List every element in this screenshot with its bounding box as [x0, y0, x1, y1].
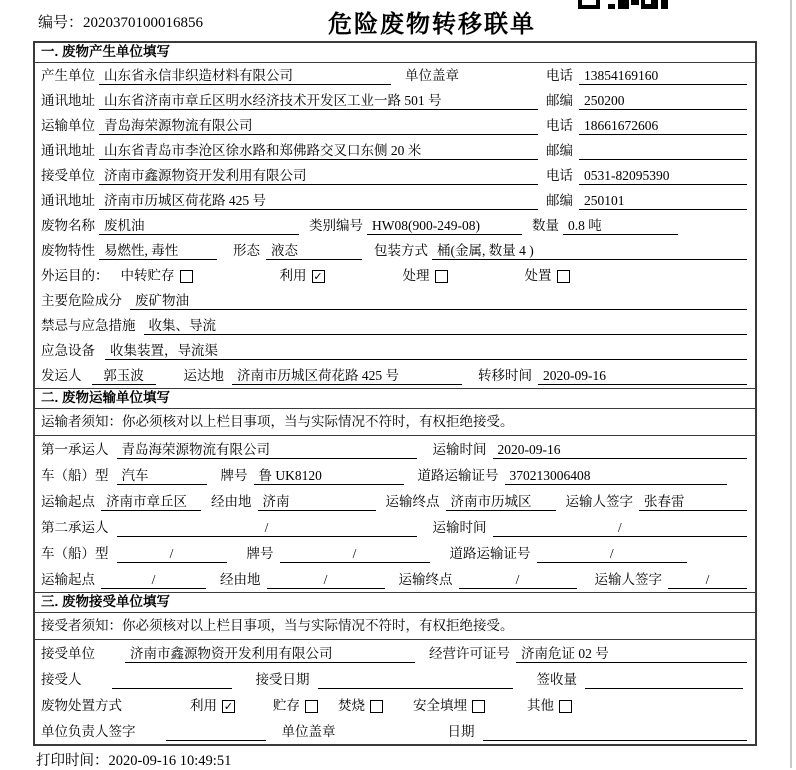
accepting-unit-label: 接受单位: [41, 646, 95, 661]
carrier-signature-label: 运输人签字: [565, 494, 633, 509]
route2-end-label: 运输终点: [398, 572, 453, 587]
receiver-unit-label: 接受单位: [41, 168, 95, 183]
row-waste-name: [35, 213, 755, 238]
page-title: 危险废物转移联单: [328, 11, 536, 38]
received-amount-label: 签收量: [536, 672, 577, 687]
disposal-storage-label: 贮存: [273, 698, 300, 713]
transfer-date-label: 转移时间: [478, 368, 532, 383]
plate-number2-value: /: [280, 545, 430, 563]
transporter-notice: 运输者须知：你必须核对以上栏目事项，当与实际情况不符时，有权拒绝接受。: [35, 409, 755, 436]
road-permit2-label: 道路运输证号: [449, 546, 531, 561]
row-transport-address: [35, 138, 755, 163]
disposal-option-utilize: [190, 697, 235, 715]
route2-origin-value: /: [101, 571, 206, 589]
row-vehicle-type: [35, 462, 755, 488]
row-responsible-signature: [35, 718, 755, 744]
page-edge-line: [790, 0, 792, 768]
accepting-unit-value: 济南市鑫源物资开发利用有限公司: [125, 645, 415, 663]
section-producer-header: 一. 废物产生单位填写: [35, 43, 755, 63]
row-hazard-components: [35, 288, 755, 313]
carrier2-signature-label: 运输人签字: [594, 572, 662, 587]
plate-number-label: 牌号: [220, 468, 248, 483]
vehicle-type2-value: /: [117, 545, 227, 563]
date-value: [483, 723, 748, 741]
waste-name-value: 废机油: [99, 217, 299, 235]
received-amount-value: [585, 671, 743, 689]
plate-number-value: 鲁 UK8120: [254, 467, 404, 485]
route-origin-label: 运输起点: [41, 494, 95, 509]
transport-phone-label: 电话: [546, 118, 573, 133]
packaging-label: 包装方式: [374, 243, 428, 258]
section-receiver-header: 三. 废物接受单位填写: [35, 592, 755, 613]
category-code-label: 类别编号: [309, 218, 363, 233]
transport-zip-label: 邮编: [546, 143, 573, 158]
purpose-option-dispose: [525, 267, 570, 285]
packaging-value: 桶(金属, 数量 4 ): [432, 242, 747, 260]
second-carrier-label: 第二承运人: [41, 520, 109, 535]
route2-end-value: /: [459, 571, 577, 589]
route-origin-value: 济南市章丘区: [101, 493, 201, 511]
print-time-value: 2020-09-16 10:49:51: [108, 753, 232, 769]
purpose-dispose-label: 处置: [524, 268, 552, 283]
receiver-zip-value: 250101: [579, 192, 747, 210]
disposal-option-storage: [273, 697, 318, 715]
route-via-value: 济南: [258, 493, 376, 511]
route2-origin-label: 运输起点: [41, 572, 95, 587]
first-carrier-label: 第一承运人: [41, 442, 109, 457]
row-receiver-unit: [35, 163, 755, 188]
route-end-value: 济南市历城区: [446, 493, 556, 511]
row-emergency-measures: [35, 313, 755, 338]
disposal-option-other: [527, 697, 572, 715]
road-permit-value: 370213006408: [505, 467, 728, 485]
emergency-measures-value: 收集、导流: [144, 317, 748, 335]
producer-unit-value: 山东省永信非织造材料有限公司: [99, 67, 391, 85]
road-permit2-value: /: [537, 545, 688, 563]
license-number-value: 济南危证 02 号: [516, 645, 747, 663]
purpose-option-treat: [403, 267, 448, 285]
carrier2-signature-value: /: [668, 571, 747, 589]
checkbox-disposal-utilize-checked: ✓: [223, 699, 234, 713]
transport-address-label: 通讯地址: [41, 143, 95, 158]
row-outbound-purpose: [35, 263, 755, 288]
transport-time2-label: 运输时间: [432, 520, 487, 535]
receiver-address-value: 济南市历城区荷花路 425 号: [99, 192, 538, 210]
destination-label: 运达地: [183, 368, 224, 383]
row-producer-address: [35, 88, 755, 113]
road-permit-label: 道路运输证号: [417, 468, 499, 483]
checkbox-utilize-checked: ✓: [313, 269, 323, 283]
row-second-carrier: [35, 514, 755, 540]
receiver-address-label: 通讯地址: [41, 193, 95, 208]
transport-time2-value: /: [493, 519, 748, 537]
row-transport-route: [35, 488, 755, 514]
disposal-landfill-label: 安全填埋: [413, 698, 467, 713]
row-disposal-method: [35, 692, 755, 718]
receiver-phone-value: 0531-82095390: [579, 167, 747, 185]
producer-zip-label: 邮编: [546, 93, 573, 108]
row-vehicle-type2: [35, 540, 755, 566]
route-end-label: 运输终点: [385, 494, 440, 509]
quantity-label: 数量: [532, 218, 559, 233]
row-transport-unit: [35, 113, 755, 138]
row-acceptor: [35, 666, 755, 692]
checkbox-disposal-incinerate: [370, 700, 383, 713]
hazard-components-label: 主要危险成分: [41, 293, 122, 308]
vehicle-type-value: 汽车: [117, 467, 207, 485]
license-number-label: 经营许可证号: [429, 646, 510, 661]
producer-address-value: 山东省济南市章丘区明水经济技术开发区工业一路 501 号: [99, 92, 538, 110]
form-state-label: 形态: [233, 243, 260, 258]
date-label: 日期: [447, 724, 475, 739]
purpose-transfer-storage-label: 中转贮存: [120, 268, 175, 283]
serial-label: 编号：: [38, 15, 84, 31]
quantity-value: 0.8 吨: [563, 217, 678, 235]
section-receiver: [35, 592, 755, 744]
transport-time-label: 运输时间: [432, 442, 487, 457]
second-carrier-value: /: [117, 519, 417, 537]
hazard-components-value: 废矿物油: [130, 292, 747, 310]
emergency-equipment-label: 应急设备: [41, 343, 95, 358]
form-state-value: 液态: [266, 242, 362, 260]
unit-seal-label: 单位盖章: [281, 724, 336, 739]
company-seal-label: 单位盖章: [405, 68, 459, 83]
plate-number2-label: 牌号: [246, 546, 274, 561]
purpose-option-utilize: [280, 267, 325, 285]
accept-date-label: 接受日期: [255, 672, 310, 687]
row-shipper: [35, 363, 755, 388]
vehicle-type-label: 车（船）型: [41, 468, 109, 483]
checkbox-transfer-storage: [180, 270, 193, 283]
receiver-notice: 接受者须知：你必须核对以上栏目事项，当与实际情况不符时，有权拒绝接受。: [35, 613, 755, 640]
row-waste-traits: [35, 238, 755, 263]
transport-unit-label: 运输单位: [41, 118, 95, 133]
route-via-label: 经由地: [211, 494, 252, 509]
emergency-equipment-value: 收集装置，导流渠: [105, 342, 747, 360]
disposal-option-incinerate: [338, 697, 383, 715]
section-producer: [35, 43, 755, 388]
shipper-value: 郭玉波: [92, 367, 156, 385]
disposal-other-label: 其他: [527, 698, 554, 713]
producer-phone-label: 电话: [546, 68, 573, 83]
checkbox-dispose: [557, 270, 570, 283]
producer-address-label: 通讯地址: [41, 93, 95, 108]
receiver-unit-value: 济南市鑫源物资开发利用有限公司: [99, 167, 538, 185]
print-time-label: 打印时间：: [36, 753, 109, 769]
transport-phone-value: 18661672606: [579, 117, 747, 135]
acceptor-label: 接受人: [41, 672, 82, 687]
first-carrier-value: 青岛海荣源物流有限公司: [117, 441, 417, 459]
purpose-option-transfer-storage: [121, 267, 193, 285]
disposal-utilize-label: 利用: [190, 698, 217, 713]
transport-time-value: 2020-09-16: [493, 441, 748, 459]
producer-zip-value: 250200: [579, 92, 747, 110]
transport-unit-value: 青岛海荣源物流有限公司: [99, 117, 538, 135]
producer-phone-value: 13854169160: [579, 67, 747, 85]
serial-number: 2020370100016856: [83, 15, 204, 31]
checkbox-disposal-storage: [305, 700, 318, 713]
purpose-utilize-label: 利用: [279, 268, 307, 283]
disposal-option-landfill: [413, 697, 485, 715]
transport-zip-value: [579, 142, 747, 160]
waste-traits-label: 废物特性: [41, 243, 95, 258]
print-time-line: [36, 749, 231, 770]
producer-unit-label: 产生单位: [41, 68, 95, 83]
waste-traits-value: 易燃性, 毒性: [99, 242, 217, 260]
checkbox-treat: [435, 270, 448, 283]
route2-via-label: 经由地: [220, 572, 261, 587]
section-transporter-header: 二. 废物运输单位填写: [35, 388, 755, 409]
category-code-value: HW08(900-249-08): [367, 217, 522, 235]
carrier-signature-value: 张春雷: [639, 493, 747, 511]
transfer-date-value: 2020-09-16: [538, 367, 747, 385]
qr-code-fragment: [578, 0, 670, 10]
disposal-method-label: 废物处置方式: [41, 698, 122, 713]
vehicle-type2-label: 车（船）型: [41, 546, 109, 561]
row-receiver-address: [35, 188, 755, 213]
waste-name-label: 废物名称: [41, 218, 95, 233]
transfer-form-table: [33, 41, 757, 746]
disposal-incinerate-label: 焚烧: [338, 698, 365, 713]
checkbox-disposal-landfill: [472, 700, 485, 713]
accept-date-value: [318, 671, 513, 689]
row-producer-unit: [35, 63, 755, 88]
row-accepting-unit: [35, 640, 755, 666]
row-first-carrier: [35, 436, 755, 462]
shipper-label: 发运人: [41, 368, 82, 383]
responsible-signature-value: [166, 723, 266, 741]
section-transporter: [35, 388, 755, 592]
row-transport-route2: [35, 566, 755, 592]
receiver-zip-label: 邮编: [546, 193, 573, 208]
responsible-signature-label: 单位负责人签字: [41, 724, 136, 739]
transport-address-value: 山东省青岛市李沧区徐水路和郑佛路交叉口东侧 20 米: [99, 142, 538, 160]
emergency-measures-label: 禁忌与应急措施: [41, 318, 136, 333]
receiver-phone-label: 电话: [546, 168, 573, 183]
route2-via-value: /: [267, 571, 385, 589]
acceptor-value: [112, 671, 232, 689]
purpose-treat-label: 处理: [402, 268, 430, 283]
outbound-purpose-label: 外运目的：: [41, 268, 109, 283]
destination-value: 济南市历城区荷花路 425 号: [232, 367, 462, 385]
row-emergency-equipment: [35, 338, 755, 363]
checkbox-disposal-other: [559, 700, 572, 713]
